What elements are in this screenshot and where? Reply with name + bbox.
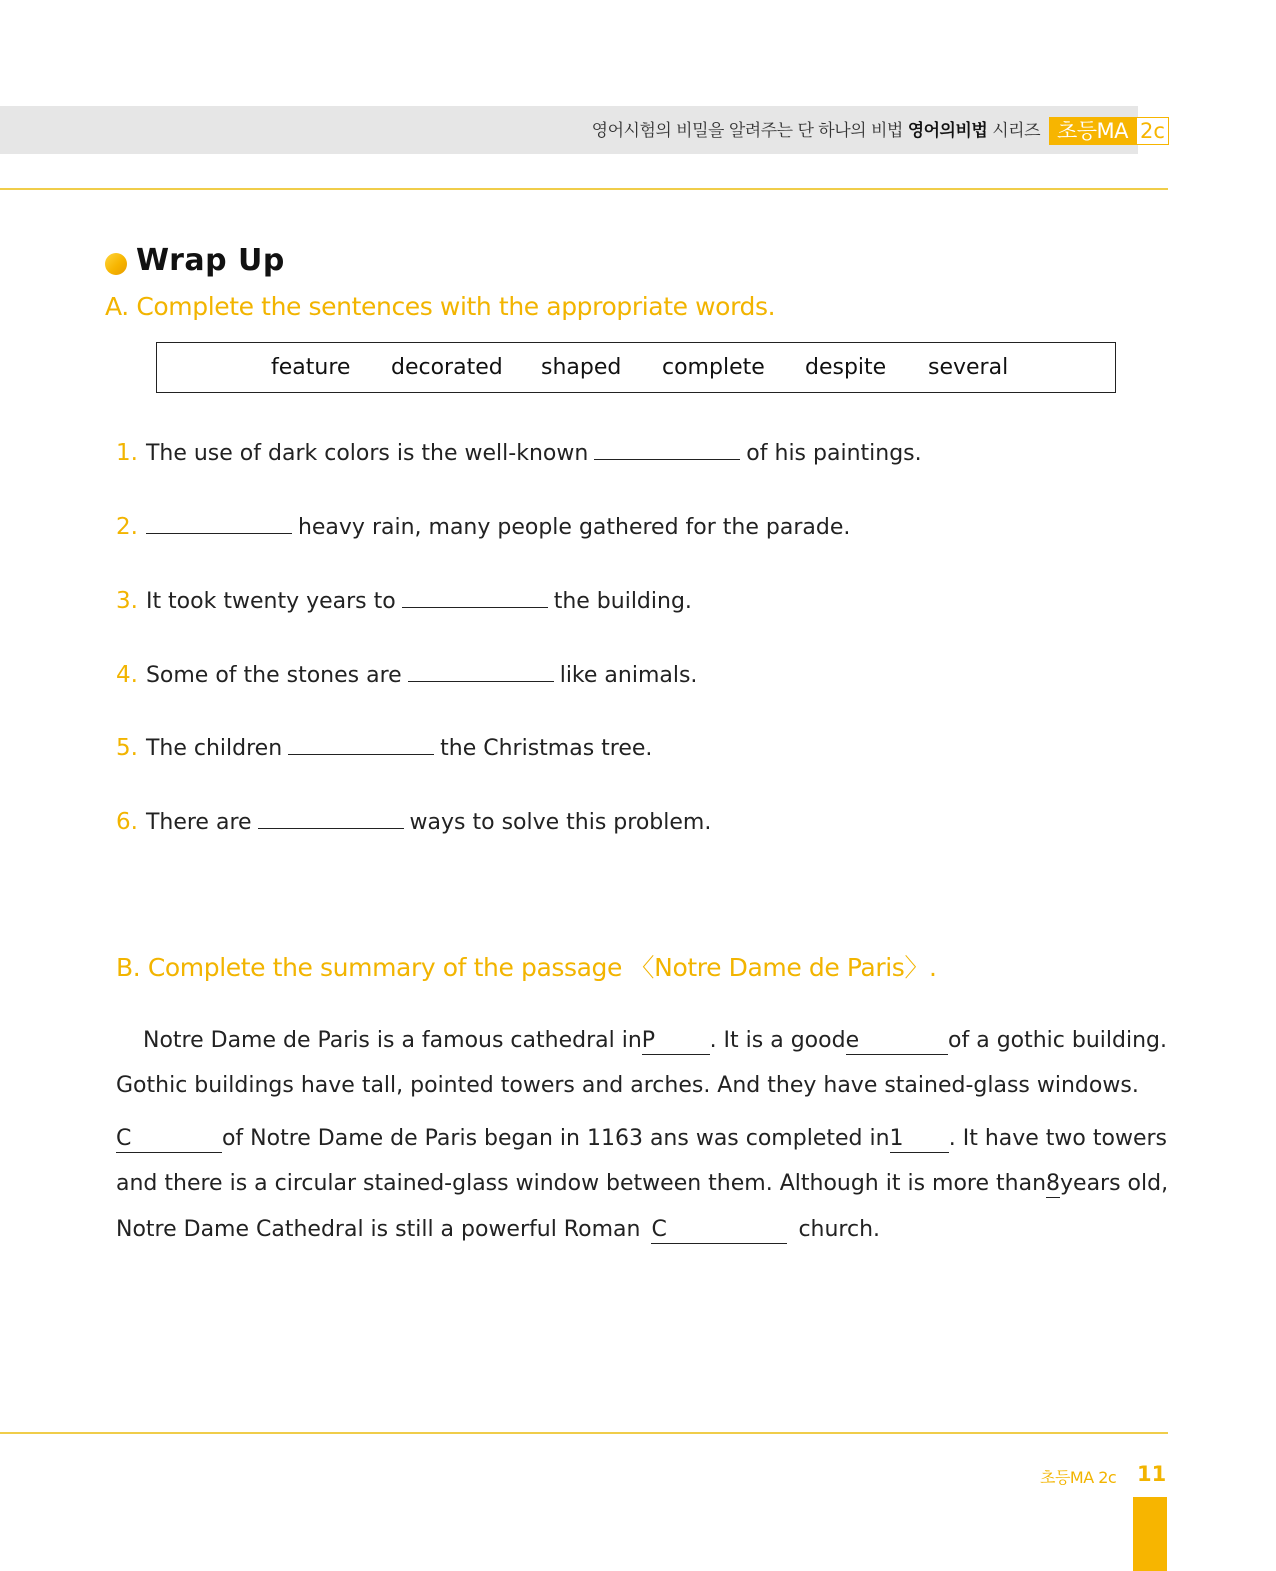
question-text: ways to solve this problem. [409,810,712,835]
question-text: the Christmas tree. [440,736,653,761]
series-suffix: 시리즈 [987,121,1040,141]
question-number: 1. [116,440,138,466]
question-1 [116,438,922,468]
summary-line-4 [116,1169,1167,1199]
summary-text: of Notre Dame de Paris began in 1163 ans was completed in [221,1126,890,1151]
answer-blank[interactable] [288,734,434,755]
summary-line-3 [116,1124,1167,1154]
summary-line-2: Gothic buildings have tall, pointed towers and arches. And they have stained-glass windows. [116,1073,1139,1098]
word-bank-item: shaped [541,355,622,380]
footer-divider [0,1432,1168,1434]
summary-text: . It have two towers [948,1126,1167,1151]
word-bank-item: complete [662,355,765,380]
question-6 [116,807,711,837]
series-title [592,118,1040,144]
summary-text: of a gothic building. [948,1028,1167,1053]
question-text: heavy rain, many people gathered for the parade. [297,515,851,540]
question-text: of his paintings. [746,441,922,466]
series-text: 영어시험의 비밀을 알려주는 단 하나의 비법 [591,121,908,141]
question-text: The use of dark colors is the well-known [145,441,589,466]
part-b-heading: B. Complete the summary of the passage 〈Notre Dame de Paris〉. [116,953,937,982]
footer-label: 초등MA 2c [1040,1468,1117,1487]
summary-text: years old, [1060,1171,1169,1196]
question-2 [116,512,850,542]
question-number: 2. [116,514,138,540]
summary-blank[interactable]: e [846,1028,948,1055]
question-text: The children [145,736,283,761]
summary-text: Notre Dame de Paris is a famous cathedral in [143,1028,642,1053]
summary-blank[interactable]: 1 [890,1126,949,1153]
word-bank-item: decorated [391,355,503,380]
summary-text: and there is a circular stained-glass window between them. Although it is more than [116,1171,1047,1196]
question-text: the building. [553,589,692,614]
question-text: There are [145,810,252,835]
summary-blank[interactable]: P [642,1028,710,1055]
answer-blank[interactable] [408,661,554,682]
footer-tab [1133,1497,1167,1571]
question-4 [116,660,697,690]
word-bank-item: several [928,355,1009,380]
summary-text: . It is a good [709,1028,846,1053]
summary-blank[interactable]: C [116,1126,222,1153]
question-number: 3. [116,588,138,614]
answer-blank[interactable] [594,439,740,460]
section-title: Wrap Up [136,243,285,278]
question-text: Some of the stones are [145,663,402,688]
bullet-dot-icon [105,253,127,275]
part-a-heading: A. Complete the sentences with the appropriate words. [105,292,776,321]
summary-text: Notre Dame Cathedral is still a powerful Roman [116,1217,641,1242]
header-divider [0,188,1168,190]
answer-blank[interactable] [402,587,548,608]
series-brand: 영어의비법 [907,121,988,141]
level-badge: 초등MA [1049,117,1136,145]
question-3 [116,586,692,616]
question-5 [116,733,652,763]
word-bank-item: feature [271,355,351,380]
page-number: 11 [1137,1462,1167,1486]
question-text: It took twenty years to [145,589,396,614]
answer-blank[interactable] [258,808,404,829]
level-badge-sub: 2c [1136,117,1169,145]
question-text: like animals. [559,663,698,688]
question-number: 5. [116,735,138,761]
summary-blank[interactable]: C [651,1217,787,1244]
question-number: 4. [116,662,138,688]
summary-line-1 [116,1026,1167,1056]
summary-text: church. [798,1217,881,1242]
summary-blank[interactable]: 8 [1046,1171,1061,1196]
question-number: 6. [116,809,138,835]
answer-blank[interactable] [146,513,292,534]
summary-line-5 [116,1215,1167,1245]
word-bank-item: despite [805,355,887,380]
